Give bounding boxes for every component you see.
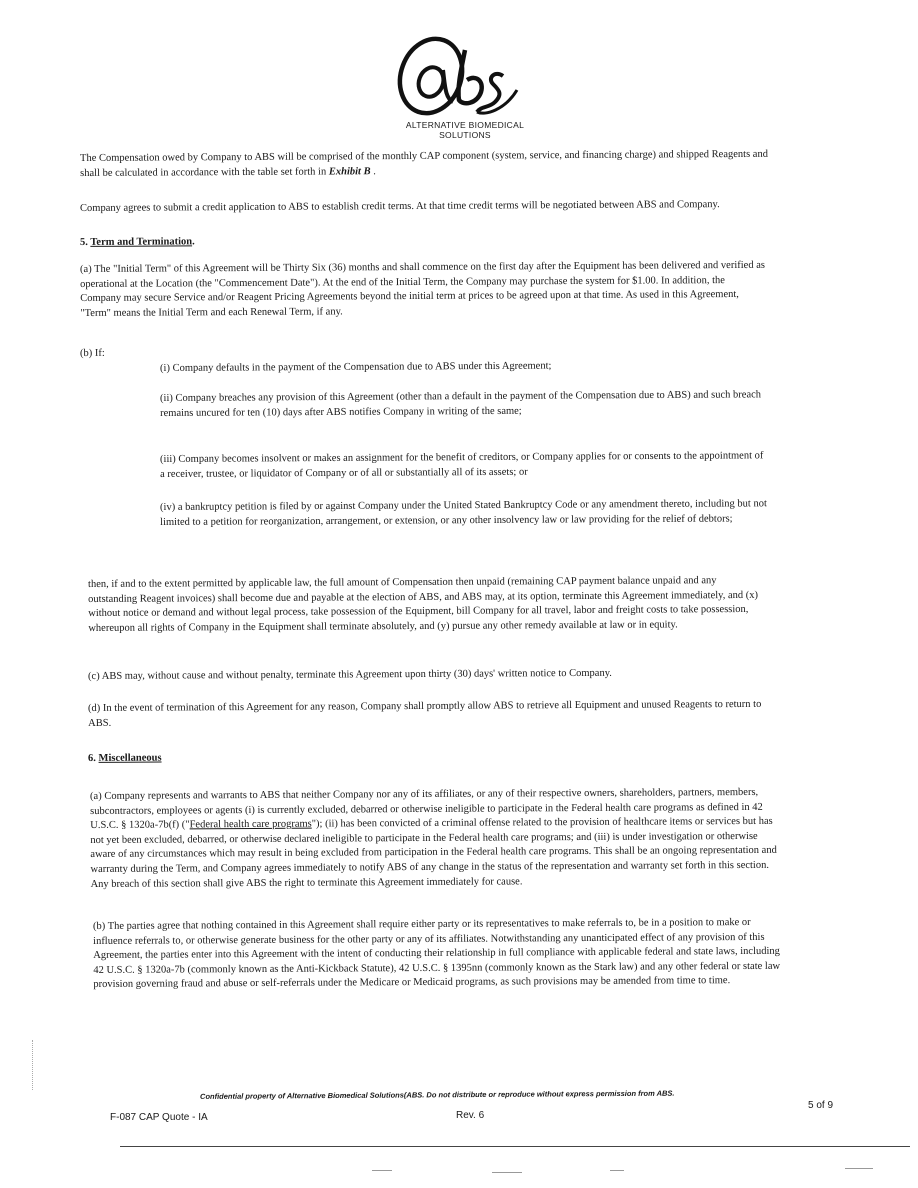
scan-artifact (32, 1040, 34, 1090)
abs-logo-mark (385, 30, 545, 122)
section-5-heading (80, 235, 195, 250)
section-5b-label: (b) If: (80, 347, 105, 359)
section-6b-paragraph: (b) The parties agree that nothing contained in this Agreement shall require either party or its representatives to make referrals to, be in a position to make or influence referrals to, or otherwise generate business for the other party or any of its affiliates. Notwithstanding any unanticipated effect of any provision of this Agreement, the parties enter into this Agreement with the intent of conducting their relationship in full compliance with applicable federal and state laws, including 42 U.S.C. § 1320a-7b (commonly known as the Anti-Kickback Statute), 42 U.S.C. § 1395nn (commonly known as the Stark law) and any other federal or state law provision governing fraud and abuse or self-referrals under the Medicare or Medicaid programs, as such provisions may be amended from time to time. (93, 916, 781, 991)
compensation-paragraph (80, 148, 780, 181)
section-5b-ii: (ii) Company breaches any provision of this Agreement (other than a default in the payment of the Compensation due to ABS) and such breach remains uncured for ten (10) days after ABS notifies Company in writing of the same; (160, 389, 762, 419)
scan-artifact (845, 1168, 873, 1169)
section-6a-text-2: "); (ii) has been convicted of a criminal offense related to the provision of healthcare items or services but has not yet been excluded, debarred, or otherwise declared ineligible to participate in the Federal health care programs; and (iii) is under investigation or otherwise aware of any circumstances which may result in being excluded from participation in the Federal health care programs. This shall be an ongoing representation and warranty during the Term, and Company agrees immediately to notify ABS of any change in the status of the representation and warranty set forth in this section. Any breach of this section shall give ABS the right to terminate this Agreement immediately for cause. (90, 816, 777, 890)
compensation-end: . (373, 165, 376, 177)
section-5b-iii: (iii) Company becomes insolvent or makes an assignment for the benefit of creditors, or Company applies for or consents to the appointment of a receiver, trustee, or liquidator of Company or of all or substantially all of its assets; or (160, 450, 764, 480)
federal-programs-term: Federal health care programs (189, 818, 312, 831)
company-logo (385, 30, 545, 140)
section-5b-iv: (iv) a bankruptcy petition is filed by or against Company under the United Stated Bankruptcy Code or any amendment thereto, including but not limited to a petition for reorganization, arrangement, or extension, or any other insolvency law or law providing for the relief of debtors; (160, 498, 767, 528)
section-5c-paragraph: (c) ABS may, without cause and without penalty, terminate this Agreement upon thirty (30) days' written notice to Company. (88, 667, 612, 682)
logo-caption: ALTERNATIVE BIOMEDICAL SOLUTIONS (405, 120, 525, 140)
section-6-number: 6. (88, 752, 96, 764)
section-6a-paragraph (90, 786, 781, 892)
section-6-title: Miscellaneous (98, 752, 162, 764)
footer-divider (120, 1146, 910, 1147)
credit-paragraph: Company agrees to submit a credit application to ABS to establish credit terms. At that time credit terms will be negotiated between ABS and Company. (80, 199, 720, 214)
page-number: 5 of 9 (808, 1100, 834, 1111)
exhibit-reference: Exhibit B (328, 165, 371, 178)
confidentiality-notice: Confidential property of Alternative Biomedical Solutions(ABS. Do not distribute or reproduce without express permission from ABS. (199, 1088, 675, 1101)
scan-artifact (610, 1170, 624, 1171)
section-5-number: 5. (80, 236, 88, 248)
scan-artifact (492, 1172, 522, 1173)
revision-number: Rev. 6 (456, 1110, 485, 1121)
section-5a-paragraph: (a) The "Initial Term" of this Agreement will be Thirty Six (36) months and shall commence on the first day after the Equipment has been delivered and verified as operational at the Location (the "Commencement Date"). At the end of the Initial Term, the Company may purchase the system for $1.00. In addition, the Company may secure Service and/or Reagent Pricing Agreements beyond the initial term at prices to be agreed upon at that time. As used in this Agreement, "Term" means the Initial Term and each Renewal Term, if any. (80, 259, 765, 319)
section-5b-i: (i) Company defaults in the payment of the Compensation due to ABS under this Agreement; (160, 360, 552, 374)
scan-artifact (372, 1170, 392, 1171)
section-5-title-end: . (192, 236, 195, 248)
compensation-text: The Compensation owed by Company to ABS will be comprised of the monthly CAP component (system, service, and financing charge) and shipped Reagents and shall be calculated in accordance with the table set forth in (80, 148, 768, 179)
section-5b-consequence: then, if and to the extent permitted by applicable law, the full amount of Compensation then unpaid (remaining CAP payment balance unpaid and any outstanding Reagent invoices) shall become due and payable at the election of ABS, and ABS may, at its option, terminate this Agreement immediately, and (x) without notice or demand and without legal process, take possession of the Equipment, bill Company for all travel, labor and freight costs to take possession, whereupon all rights of Company in the Equipment shall terminate absolutely, and (y) pursue any other remedy available at law or in equity. (88, 575, 759, 634)
section-5-title: Term and Termination (90, 236, 193, 248)
section-5d-paragraph: (d) In the event of termination of this Agreement for any reason, Company shall promptly allow ABS to retrieve all Equipment and unused Reagents to return to ABS. (88, 698, 762, 729)
form-id: F-087 CAP Quote - IA (110, 1112, 208, 1123)
section-6a-text-1: (a) Company represents and warrants to ABS that neither Company nor any of its affiliates, or any of their respective owners, shareholders, partners, members, subcontractors, employees or agents (i) is currently excluded, debarred or otherwise ineligible to participate in the Federal health care programs as defined in 42 U.S.C. § 1320a-7b(f) (" (90, 786, 763, 832)
section-6-heading (88, 752, 162, 767)
